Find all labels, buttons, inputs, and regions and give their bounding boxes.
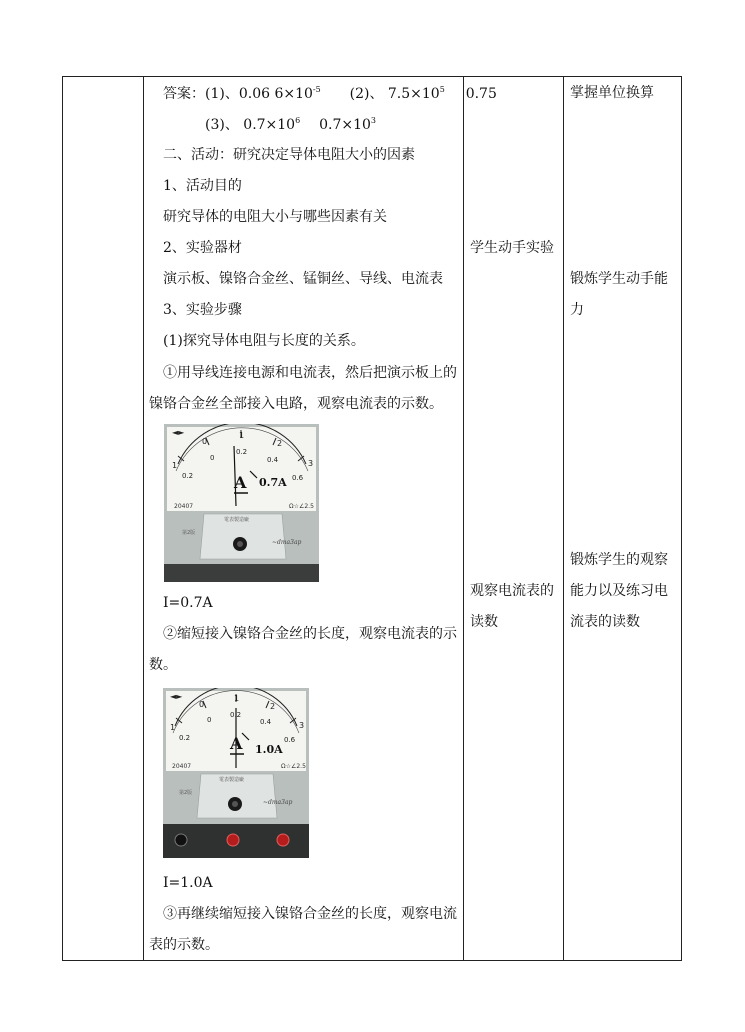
svg-text:0.2: 0.2 <box>182 472 194 480</box>
table-left-border <box>62 76 63 961</box>
design-intent-2-line-1: 锻炼学生动手能 <box>570 271 668 287</box>
svg-text:~dma3ap: ~dma3ap <box>272 539 302 546</box>
svg-text:~dma3ap: ~dma3ap <box>263 799 293 806</box>
svg-text:Ω☆∠2.5: Ω☆∠2.5 <box>281 763 306 770</box>
svg-text:電表製造廠: 電表製造廠 <box>219 777 245 783</box>
step1-line-1: ①用导线连接电源和电流表，然后把演示板上的 <box>163 365 457 381</box>
svg-text:0.2: 0.2 <box>230 711 242 719</box>
section-title: 二、活动：研究决定导体电阻大小的因素 <box>163 147 415 163</box>
svg-text:0: 0 <box>210 454 215 462</box>
student-activity-1: 学生动手实验 <box>470 240 554 256</box>
svg-text:1: 1 <box>239 431 245 440</box>
svg-text:Ω☆∠2.5: Ω☆∠2.5 <box>289 503 314 510</box>
svg-text:◄►: ◄► <box>172 428 185 437</box>
steps-heading: 3、实验步骤 <box>163 302 242 318</box>
svg-text:1.0A: 1.0A <box>255 743 283 756</box>
design-intent-1: 掌握单位换算 <box>570 85 654 101</box>
step3-line-2: 表的示数。 <box>149 937 219 953</box>
step2-line-1: ②缩短接入镍铬合金丝的长度，观察电流表的示 <box>163 626 457 642</box>
step1-line-2: 镍铬合金丝全部接入电路，观察电流表的示数。 <box>149 396 443 412</box>
ammeter-photo-1 <box>164 424 319 582</box>
svg-text:第2版: 第2版 <box>182 530 196 536</box>
svg-text:電表製造廠: 電表製造廠 <box>224 517 250 523</box>
svg-text:1: 1 <box>234 694 240 703</box>
svg-text:0.6: 0.6 <box>292 474 304 482</box>
answer-line-2: (3)、 $0.7\times 10^6$ $0.7\times 10^3$ <box>205 116 376 133</box>
svg-text:1: 1 <box>170 723 176 732</box>
ammeter-2-graphic <box>163 688 309 858</box>
purpose-text: 研究导体的电阻大小与哪些因素有关 <box>163 209 387 225</box>
svg-text:0.4: 0.4 <box>267 456 279 464</box>
svg-text:3: 3 <box>299 721 305 730</box>
svg-text:0.4: 0.4 <box>260 718 272 726</box>
svg-text:0.2: 0.2 <box>236 448 248 456</box>
ammeter-photo-2 <box>163 688 309 858</box>
svg-text:0.6: 0.6 <box>284 736 296 744</box>
design-intent-3-line-1: 锻炼学生的观察 <box>570 552 668 568</box>
svg-text:0: 0 <box>207 716 212 724</box>
svg-text:2: 2 <box>270 702 276 711</box>
svg-text:A: A <box>234 473 247 492</box>
table-top-border <box>62 76 682 77</box>
svg-text:0: 0 <box>202 437 208 446</box>
step1-heading: (1)探究导体电阻与长度的关系。 <box>163 333 365 349</box>
step2-line-2: 数。 <box>149 657 177 673</box>
equipment-heading: 2、实验器材 <box>163 240 242 256</box>
svg-text:第2版: 第2版 <box>179 790 193 796</box>
ammeter-1-graphic <box>164 424 319 582</box>
design-intent-3-line-3: 流表的读数 <box>570 614 640 630</box>
answer-line-1: 答案：(1)、0.06 $6\times 10^{-5}$ (2)、 $7.5\times 10^5$ 0.75 <box>163 85 497 102</box>
svg-text:2: 2 <box>277 439 283 448</box>
table-column-divider <box>563 76 564 961</box>
equipment-text: 演示板、镍铬合金丝、锰铜丝、导线、电流表 <box>163 271 443 287</box>
svg-text:◄►: ◄► <box>170 692 183 701</box>
table-right-border <box>681 76 682 961</box>
svg-text:1: 1 <box>172 461 178 470</box>
svg-text:3: 3 <box>308 459 314 468</box>
step3-line-1: ③再继续缩短接入镍铬合金丝的长度，观察电流 <box>163 906 457 922</box>
svg-text:0.2: 0.2 <box>179 734 191 742</box>
design-intent-3-line-2: 能力以及练习电 <box>570 583 668 599</box>
table-column-divider <box>463 76 464 961</box>
svg-text:0.7A: 0.7A <box>259 476 287 489</box>
svg-text:0: 0 <box>199 700 205 709</box>
design-intent-2-line-2: 力 <box>570 302 584 318</box>
svg-text:A: A <box>230 734 243 753</box>
reading-2: I=1.0A <box>163 875 213 891</box>
reading-1: I=0.7A <box>163 595 213 611</box>
table-bottom-border <box>62 960 682 961</box>
table-column-divider <box>143 76 144 961</box>
student-activity-2-line-2: 读数 <box>470 614 498 630</box>
purpose-heading: 1、活动目的 <box>163 178 242 194</box>
student-activity-2-line-1: 观察电流表的 <box>470 583 554 599</box>
svg-text:20407: 20407 <box>172 763 192 770</box>
svg-text:20407: 20407 <box>174 503 194 510</box>
